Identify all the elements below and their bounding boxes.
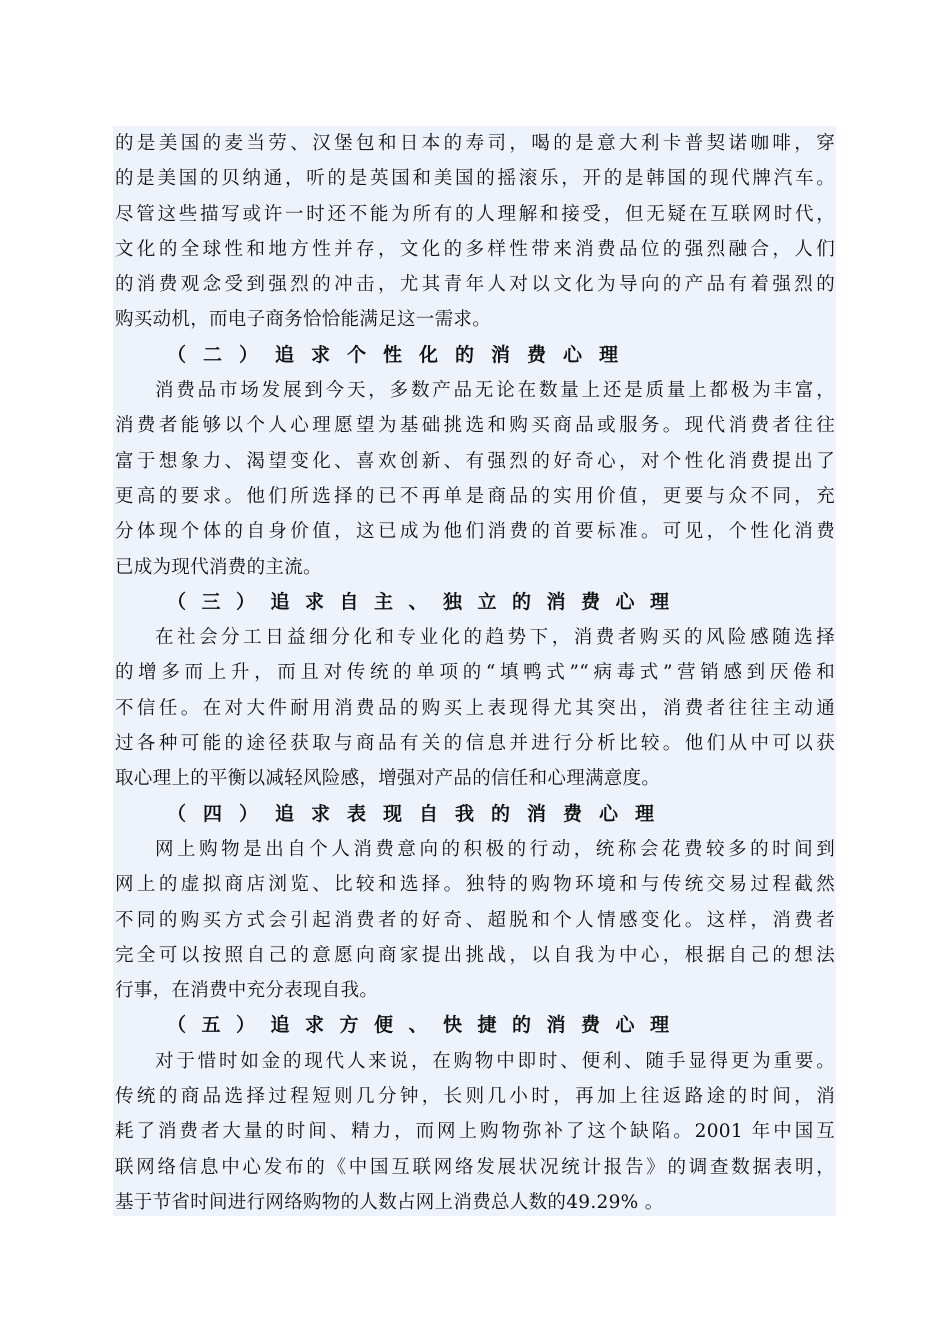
section-heading-text: （三）追求自主、独立的消费心理 bbox=[167, 590, 685, 613]
text-line: 过各种可能的途径获取与商品有关的信息并进行分析比较。他们从中可以获 bbox=[115, 733, 835, 755]
text-line: 网上的虚拟商店浏览、比较和选择。独特的购物环境和与传统交易过程截然 bbox=[115, 874, 835, 896]
section-heading-text: （四）追求表现自我的消费心理 bbox=[167, 802, 672, 825]
text-line: 尽管这些描写或许一时还不能为所有的人理解和接受，但无疑在互联网时代， bbox=[115, 203, 835, 225]
text-line: 文化的全球性和地方性并存，文化的多样性带来消费品位的强烈融合，人们 bbox=[115, 238, 835, 260]
text-line: 更高的要求。他们所选择的已不再单是商品的实用价值，更要与众不同，充 bbox=[115, 485, 835, 507]
section-heading bbox=[115, 585, 835, 620]
section-heading bbox=[115, 338, 835, 373]
text-line: 购买动机，而电子商务恰恰能满足这一需求。 bbox=[115, 309, 492, 331]
text-line: 已成为现代消费的主流。 bbox=[115, 556, 322, 578]
text-line: 分体现个体的自身价值，这已成为他们消费的首要标准。可见，个性化消费 bbox=[115, 521, 835, 543]
text-line: 耗了消费者大量的时间、精力，而网上购物弥补了这个缺陷。2001 年中国互 bbox=[115, 1121, 835, 1143]
text-line: 的消费观念受到强烈的冲击，尤其青年人对以文化为导向的产品有着强烈的 bbox=[115, 274, 835, 296]
text-line: 的是美国的麦当劳、汉堡包和日本的寿司，喝的是意大利卡普契诺咖啡，穿 bbox=[115, 133, 835, 154]
section-heading-text: （二）追求个性化的消费心理 bbox=[167, 343, 636, 366]
text-line: 传统的商品选择过程短则几分钟，长则几小时，再加上往返路途的时间，消 bbox=[115, 1086, 835, 1108]
text-line: 的增多而上升，而且对传统的单项的“填鸭式”“病毒式”营销感到厌倦和 bbox=[115, 662, 835, 684]
text-line: 完全可以按照自己的意愿向商家提出挑战，以自我为中心，根据自己的想法 bbox=[115, 944, 835, 966]
section-heading bbox=[115, 1008, 835, 1043]
text-line: 对于惜时如金的现代人来说，在购物中即时、便利、随手显得更为重要。 bbox=[155, 1050, 835, 1072]
section-heading bbox=[115, 797, 835, 832]
section-heading-text: （五）追求方便、快捷的消费心理 bbox=[167, 1014, 685, 1037]
text-line: 取心理上的平衡以减轻风险感，增强对产品的信任和心理满意度。 bbox=[115, 768, 661, 790]
text-line: 不同的购买方式会引起消费者的好奇、超脱和个人情感变化。这样，消费者 bbox=[115, 909, 835, 931]
text-line: 基于节省时间进行网络购物的人数占网上消费总人数的49.29% 。 bbox=[115, 1191, 664, 1213]
text-line: 消费品市场发展到今天，多数产品无论在数量上还是质量上都极为丰富， bbox=[155, 380, 835, 402]
text-line: 在社会分工日益细分化和专业化的趋势下，消费者购买的风险感随选择 bbox=[155, 627, 835, 649]
document-body bbox=[115, 126, 835, 1220]
text-line: 消费者能够以个人心理愿望为基础挑选和购买商品或服务。现代消费者往往 bbox=[115, 415, 835, 437]
text-line: 联网络信息中心发布的《中国互联网络发展状况统计报告》的调查数据表明， bbox=[115, 1156, 835, 1178]
text-line: 行事，在消费中充分表现自我。 bbox=[115, 980, 379, 1002]
text-line: 网上购物是出自个人消费意向的积极的行动，统称会花费较多的时间到 bbox=[155, 838, 835, 860]
text-line: 的是美国的贝纳通，听的是英国和美国的摇滚乐，开的是韩国的现代牌汽车。 bbox=[115, 168, 835, 190]
text-line: 不信任。在对大件耐用消费品的购买上表现得尤其突出，消费者往往主动通 bbox=[115, 697, 835, 719]
text-line: 富于想象力、渴望变化、喜欢创新、有强烈的好奇心，对个性化消费提出了 bbox=[115, 450, 835, 472]
